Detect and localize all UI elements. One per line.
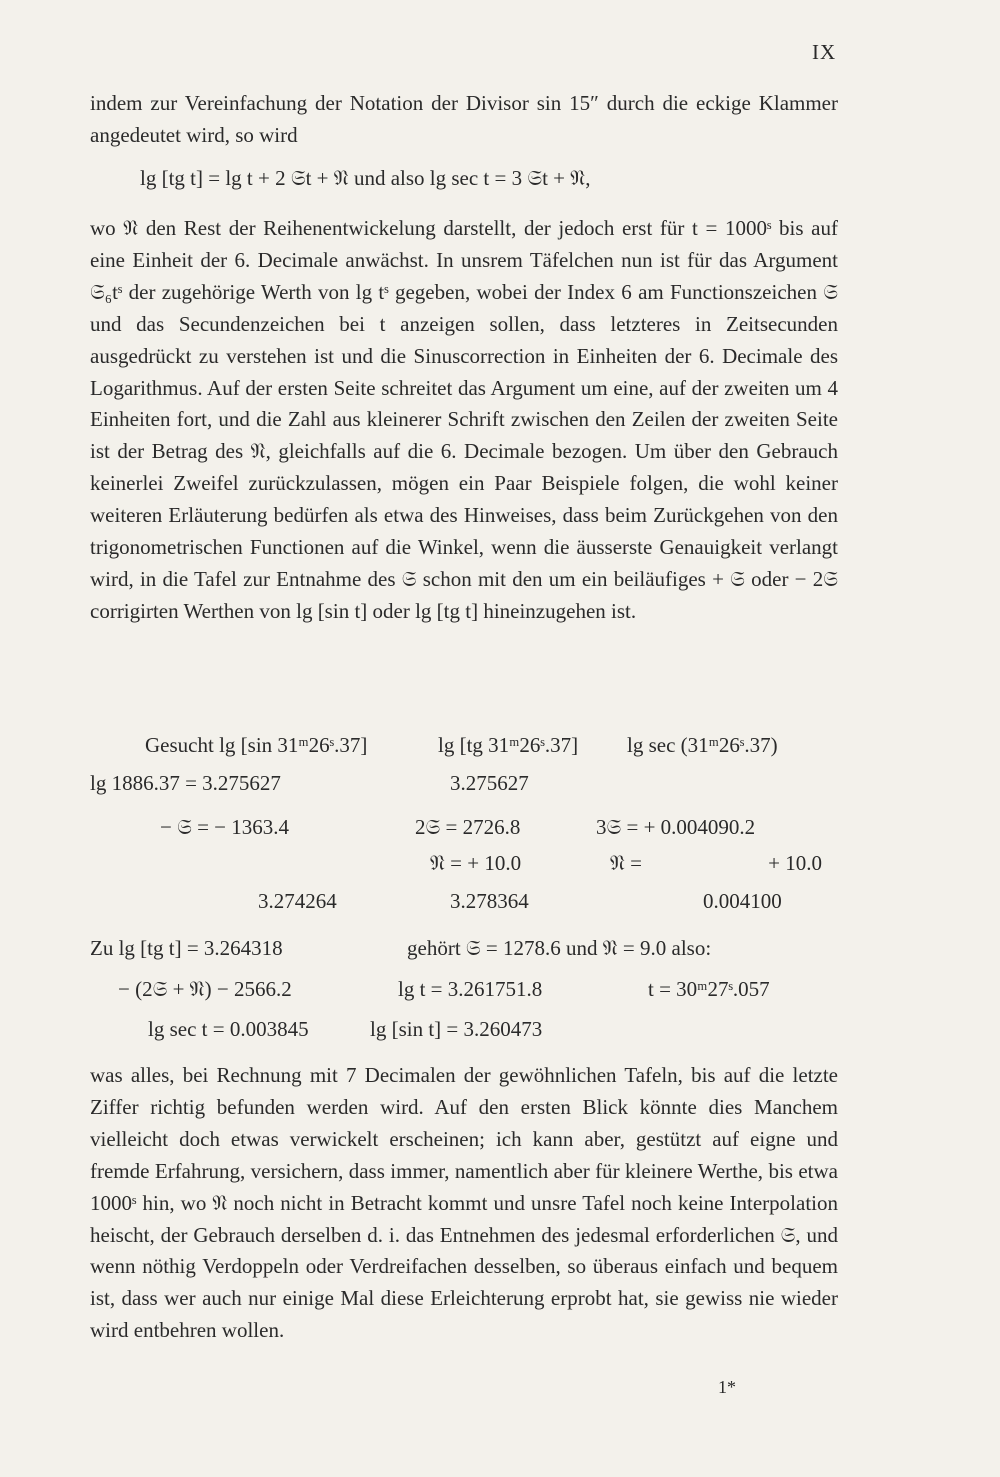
explanation-paragraph: wo 𝔑 den Rest der Reihenentwickelung darstellt, der jedoch erst für t = 1000ˢ bis auf eine Einheit der 6. Decimale anwächst. In unsrem Täfelchen nun ist für das Argument 𝔖₆tˢ der zugehörige Werth von lg tˢ gegeben, wobei der Index 6 am Functionszeichen 𝔖 und das Secundenzeichen bei t anzeigen sollen, dass letzteres in Zeitsecunden ausgedrückt zu verstehen ist und die Sinuscorrection in Einheiten der 6. Decimale des Logarithmus. Auf der ersten Seite schreitet das Argument um eine, auf der zweiten um 4 Einheiten fort, und die Zahl aus kleinerer Schrift zwischen den Zeilen der zweiten Seite ist der Betrag des 𝔑, gleichfalls auf die 6. Decimale bezogen. Um über den Gebrauch keinerlei Zweifel zurückzulassen, mögen ein Paar Beispiele folgen, die wohl keiner weiteren Erläuterung bedürfen als etwa des Hinweises, dass beim Zurückgehen von den trigonometrischen Functionen auf die Winkel, wenn die äusserste Genauigkeit verlangt wird, in die Tafel zur Entnahme des 𝔖 schon mit den um ein beiläufiges + 𝔖 oder − 2𝔖 corrigirten Werthen von lg [sin t] oder lg [tg t] hineinzugehen ist. [90,216,838,623]
signature-mark: 1* [718,1377,736,1397]
example-row3-c-value: + 10.0 [768,851,822,875]
example-row3-b: 𝔑 = + 10.0 [430,851,522,875]
example-header-sec: lg sec (31ᵐ26ˢ.37) [627,733,778,757]
example-row4-b: 3.278364 [450,889,529,913]
example-header-sin: Gesucht lg [sin 31ᵐ26ˢ.37] [145,733,368,757]
formula-line: lg [tg t] = lg t + 2 𝔖t + 𝔑 und also lg sec t = 3 𝔖t + 𝔑, [140,166,591,190]
example-zu-row3-b: lg [sin t] = 3.260473 [370,1017,543,1041]
example-zu-row2-c: t = 30ᵐ27ˢ.057 [648,977,770,1001]
example-row1-a: lg 1886.37 = 3.275627 [90,771,281,795]
example-row4-c: 0.004100 [703,889,782,913]
example-zu-row1-b: gehört 𝔖 = 1278.6 und 𝔑 = 9.0 also: [407,936,712,960]
example-zu-row2-b: lg t = 3.261751.8 [398,977,543,1001]
example-row3-c-label: 𝔑 = [610,851,643,875]
example-zu-row2-a: − (2𝔖 + 𝔑) − 2566.2 [118,977,292,1001]
example-row1-b: 3.275627 [450,771,529,795]
example-row4-a: 3.274264 [258,889,337,913]
page-number: IX [812,40,837,64]
example-zu-row3-a: lg sec t = 0.003845 [148,1017,309,1041]
example-row2-c: 3𝔖 = + 0.004090.2 [596,815,756,839]
example-row2-a: − 𝔖 = − 1363.4 [160,815,290,839]
example-header-tg: lg [tg 31ᵐ26ˢ.37] [438,733,579,757]
closing-paragraph: was alles, bei Rechnung mit 7 Decimalen der gewöhnlichen Tafeln, bis auf die letzte Ziffer richtig befunden werden wird. Auf den ersten Blick könnte dies Manchem vielleicht doch etwas verwickelt erscheinen; ich kann aber, gestützt auf eigne und fremde Erfahrung, versichern, dass immer, namentlich aber für kleinere Werthe, bis etwa 1000ˢ hin, wo 𝔑 noch nicht in Betracht kommt und unsre Tafel noch keine Interpolation heischt, der Gebrauch derselben d. i. das Entnehmen des jedesmal erforderlichen 𝔖, und wenn nöthig Verdoppeln oder Verdreifachen desselben, so überaus einfach und bequem ist, dass wer auch nur einige Mal diese Erleichterung erprobt hat, sie gewiss nie wieder wird entbehren wollen. [90,1063,838,1343]
example-zu-row1-a: Zu lg [tg t] = 3.264318 [90,936,283,960]
example-row2-b: 2𝔖 = 2726.8 [415,815,521,839]
intro-paragraph: indem zur Vereinfachung der Notation der Divisor sin 15″ durch die eckige Klammer angedeutet wird, so wird [90,91,838,147]
